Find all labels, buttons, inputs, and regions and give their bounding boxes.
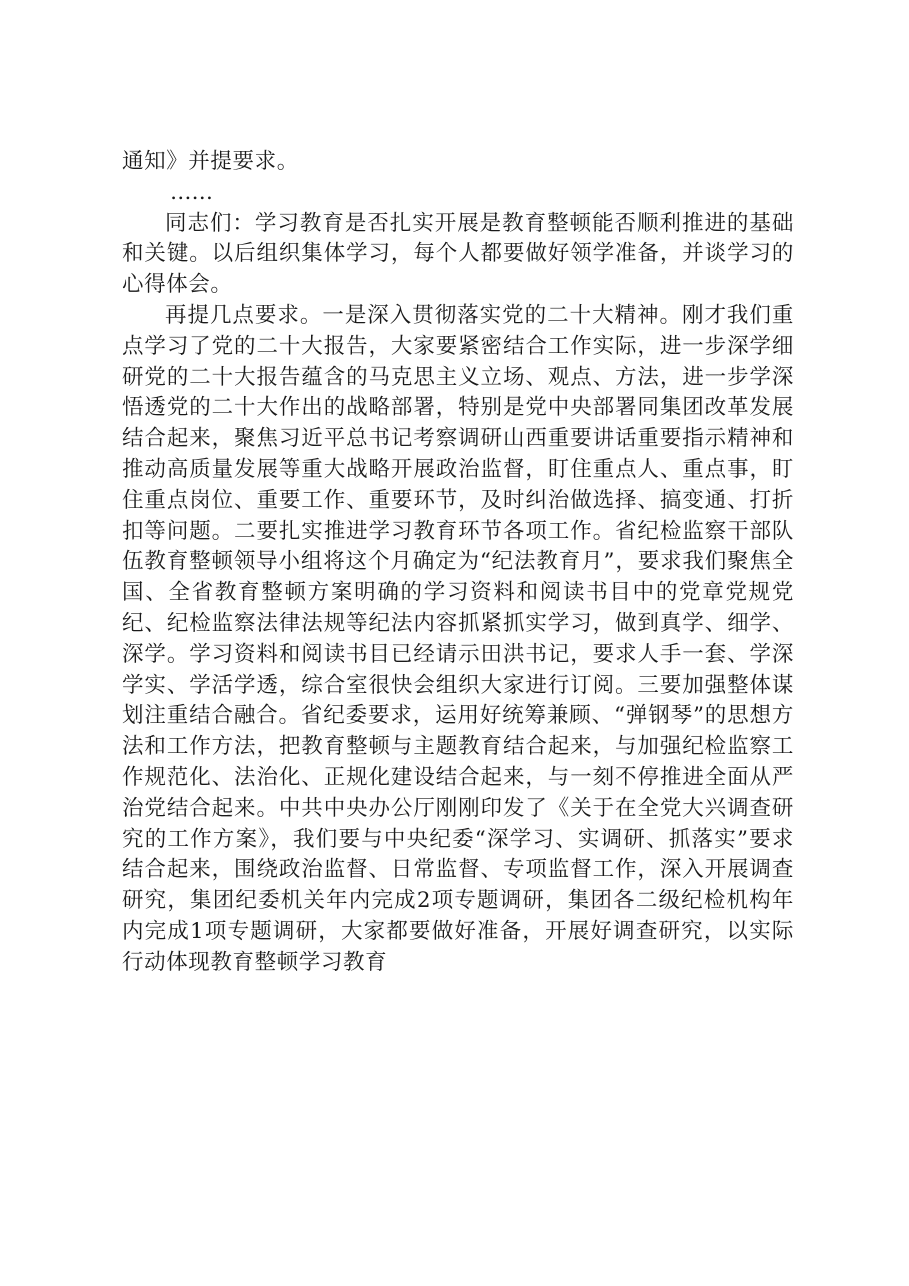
document-body bbox=[122, 147, 794, 979]
ellipsis: …… bbox=[170, 179, 213, 205]
fragment-line: 通知》并提要求。 bbox=[122, 149, 299, 174]
paragraph-requirements: 再提几点要求。一是深入贯彻落实党的二十大精神。刚才我们重点学习了党的二十大报告，大家要紧密结合工作实际，进一步深学细研党的二十大报告蕴含的马克思主义立场、观点、方法，进一步学深悟透党的二十大作出的战略部署，特别是党中央部署同集团改革发展结合起来，聚焦习近平总书记考察调研山西重要讲话重要指示精神和推动高质量发展等重大战略开展政治监督，盯住重点人、重点事，盯住重点岗位、重要工作、重要环节，及时纠治做选择、搞变通、打折扣等问题。二要扎实推进学习教育环节各项工作。省纪检监察干部队伍教育整顿领导小组将这个月确定为“纪法教育月”，要求我们聚焦全国、全省教育整顿方案明确的学习资料和阅读书目中的党章党规党纪、纪检监察法律法规等纪法内容抓紧抓实学习，做到真学、细学、深学。学习资料和阅读书目已经请示田洪书记，要求人手一套、学深学实、学活学透，综合室很快会组织大家进行订阅。三要加强整体谋划注重结合融合。省纪委要求，运用好统筹兼顾、“弹钢琴”的思想方法和工作方法，把教育整顿与主题教育结合起来，与加强纪检监察工作规范化、法治化、正规化建设结合起来，与一刻不停推进全面从严治党结合起来。中共中央办公厅刚刚印发了《关于在全党大兴调查研究的工作方案》，我们要与中央纪委“深学习、实调研、抓落实”要求结合起来，围绕政治监督、日常监督、专项监督工作，深入开展调查研究，集团纪委机关年内完成2项专题调研，集团各二级纪检机构年内完成1项专题调研，大家都要做好准备，开展好调查研究，以实际行动体现教育整顿学习教育 bbox=[122, 302, 794, 975]
paragraph-comrades: 同志们：学习教育是否扎实开展是教育整顿能否顺利推进的基础和关键。以后组织集体学习，每个人都要做好领学准备，并谈学习的心得体会。 bbox=[122, 210, 794, 298]
